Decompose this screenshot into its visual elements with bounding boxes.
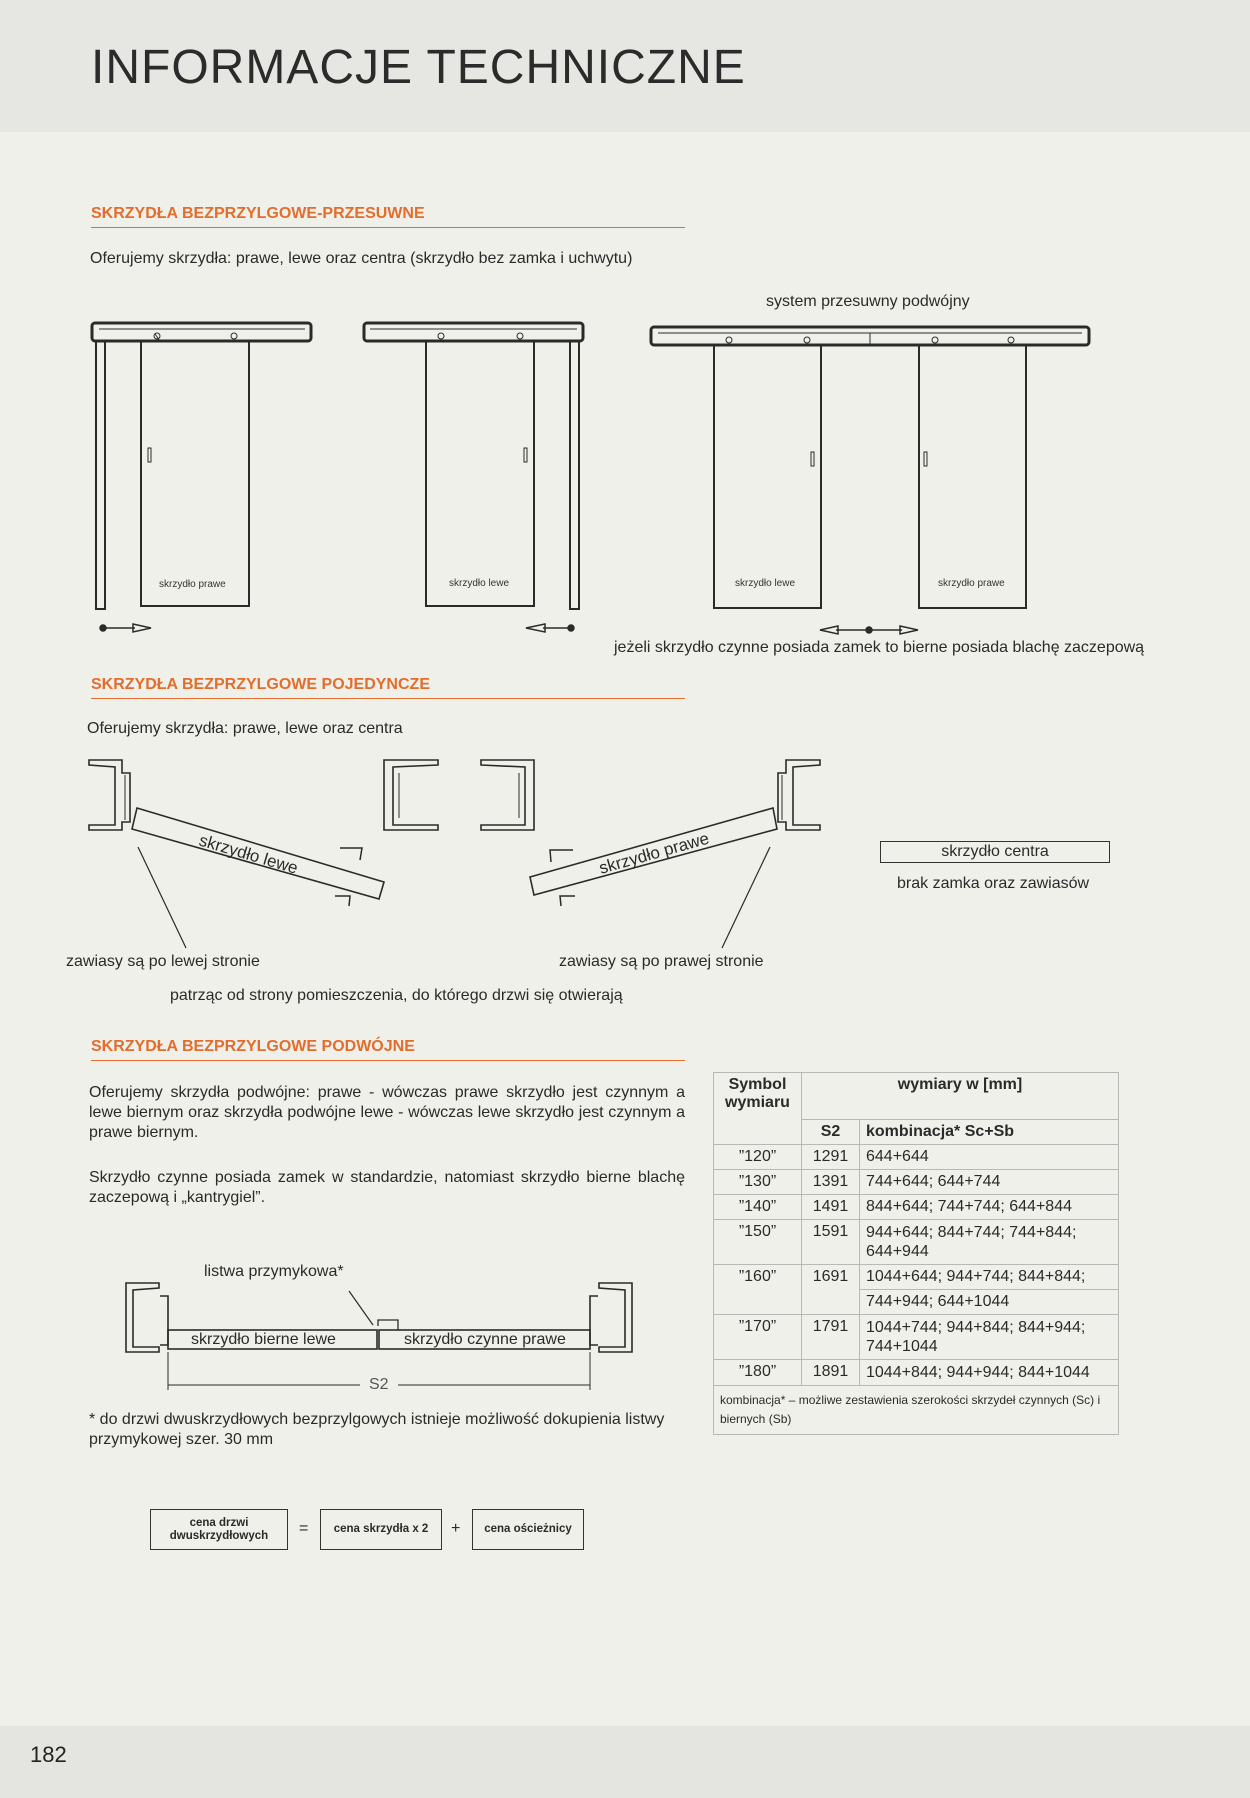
section-title-sliding: SKRZYDŁA BEZPRZYLGOWE-PRZESUWNE (91, 205, 685, 228)
row-s2: 1291 (802, 1145, 860, 1170)
formula-box-leaf-price: cena skrzydła x 2 (320, 1509, 442, 1550)
row-s2: 1491 (802, 1195, 860, 1220)
row-symbol: ”130” (714, 1170, 802, 1195)
table-row (714, 1145, 1119, 1170)
table-row (714, 1315, 1119, 1360)
section-title-double: SKRZYDŁA BEZPRZYLGOWE PODWÓJNE (91, 1038, 685, 1061)
double-system-label: system przesuwny podwójny (766, 293, 970, 310)
table-header-dims: wymiary w [mm] (802, 1073, 1119, 1120)
table-row (714, 1170, 1119, 1195)
strip-footnote: * do drzwi dwuskrzydłowych bezprzylgowych istnieje możliwość dokupienia listwy przymykowej szer. 30 mm (89, 1411, 665, 1448)
page-number: 182 (30, 1742, 67, 1767)
row-symbol: ”180” (714, 1360, 802, 1386)
double-right-label: skrzydło prawe (938, 578, 1005, 589)
row-symbol: ”150” (714, 1220, 802, 1265)
door-right-label: skrzydło prawe (159, 579, 226, 590)
strip-label: listwa przymykowa* (204, 1263, 344, 1280)
table-header-s2: S2 (802, 1120, 860, 1145)
row-combo: 644+644 (860, 1145, 1119, 1170)
centra-note: brak zamka oraz zawiasów (897, 875, 1090, 892)
row-combo: 744+644; 644+744 (860, 1170, 1119, 1195)
row-symbol: ”170” (714, 1315, 802, 1360)
row-symbol: ”160” (714, 1265, 802, 1315)
sliding-door-left-drawing (364, 323, 583, 609)
row-combo: 1044+644; 944+744; 844+844; (860, 1265, 1119, 1290)
page-footer (0, 1726, 1250, 1798)
row-symbol: ”120” (714, 1145, 802, 1170)
double-left-label: skrzydło lewe (735, 578, 796, 589)
left-leaf-label: skrzydło lewe (196, 830, 301, 878)
table-row (714, 1220, 1119, 1265)
centra-label-box: skrzydło centra (880, 841, 1110, 863)
sliding-arrows (100, 624, 918, 634)
row-s2: 1591 (802, 1220, 860, 1265)
table-row (714, 1360, 1119, 1386)
passive-leaf-label: skrzydło bierne lewe (191, 1331, 336, 1348)
door-left-label: skrzydło lewe (449, 578, 510, 589)
page-title: INFORMACJE TECHNICZNE (91, 41, 746, 94)
row-s2: 1691 (802, 1265, 860, 1315)
sliding-door-right-drawing (92, 323, 311, 609)
row-combo: 1044+744; 944+844; 844+944; 744+1044 (860, 1315, 1119, 1360)
left-hinge-note: zawiasy są po lewej stronie (66, 953, 260, 970)
row-combo: 1044+844; 944+944; 844+1044 (860, 1360, 1119, 1386)
table-header-combo: kombinacja* Sc+Sb (860, 1120, 1119, 1145)
row-s2: 1891 (802, 1360, 860, 1386)
double-description: Oferujemy skrzydła podwójne: prawe - wówczas prawe skrzydło jest czynnym a lewe biernym oraz skrzydła podwójne lewe - wówczas lewe skrzydło jest czynnym a prawe biernym. (89, 1084, 685, 1141)
left-hinge-pointer (138, 847, 186, 948)
row-combo: 844+644; 744+744; 644+844 (860, 1195, 1119, 1220)
table-header-symbol: Symbol wymiaru (714, 1073, 802, 1145)
single-intro: Oferujemy skrzydła: prawe, lewe oraz centra (87, 720, 403, 737)
formula-plus: + (451, 1520, 461, 1537)
right-hinge-note: zawiasy są po prawej stronie (559, 953, 764, 970)
sliding-note: jeżeli skrzydło czynne posiada zamek to bierne posiada blachę zaczepową (614, 639, 1145, 656)
right-leaf-label: skrzydło prawe (596, 828, 712, 878)
table-row (714, 1195, 1119, 1220)
sliding-intro: Oferujemy skrzydła: prawe, lewe oraz centra (skrzydło bez zamka i uchwytu) (90, 250, 633, 267)
sliding-double-system-drawing (651, 327, 1089, 608)
double-lock-description: Skrzydło czynne posiada zamek w standardzie, natomiast skrzydło bierne blachę zaczepową i „kantrygiel”. (89, 1169, 685, 1206)
row-combo: 744+944; 644+1044 (860, 1290, 1119, 1315)
row-s2: 1391 (802, 1170, 860, 1195)
right-hinge-pointer (722, 847, 770, 948)
dimension-s2-label: S2 (369, 1376, 389, 1393)
row-symbol: ”140” (714, 1195, 802, 1220)
table-note: kombinacja* – możliwe zestawienia szerokości skrzydeł czynnych (Sc) i biernych (Sb) (714, 1386, 1119, 1435)
row-s2: 1791 (802, 1315, 860, 1360)
section-title-single: SKRZYDŁA BEZPRZYLGOWE POJEDYNCZE (91, 676, 685, 699)
table-row (714, 1265, 1119, 1290)
formula-box-frame-price: cena ościeżnicy (472, 1509, 584, 1550)
hinged-right-drawing (481, 760, 820, 906)
dimensions-table (713, 1072, 1119, 1435)
active-leaf-label: skrzydło czynne prawe (404, 1331, 566, 1348)
hinged-left-drawing (89, 760, 438, 906)
viewpoint-note: patrząc od strony pomieszczenia, do którego drzwi się otwierają (170, 987, 623, 1004)
row-combo: 944+644; 844+744; 744+844; 644+944 (860, 1220, 1119, 1265)
formula-equals: = (299, 1520, 309, 1537)
formula-box-double-door-price: cena drzwi dwuskrzydłowych (150, 1509, 288, 1550)
